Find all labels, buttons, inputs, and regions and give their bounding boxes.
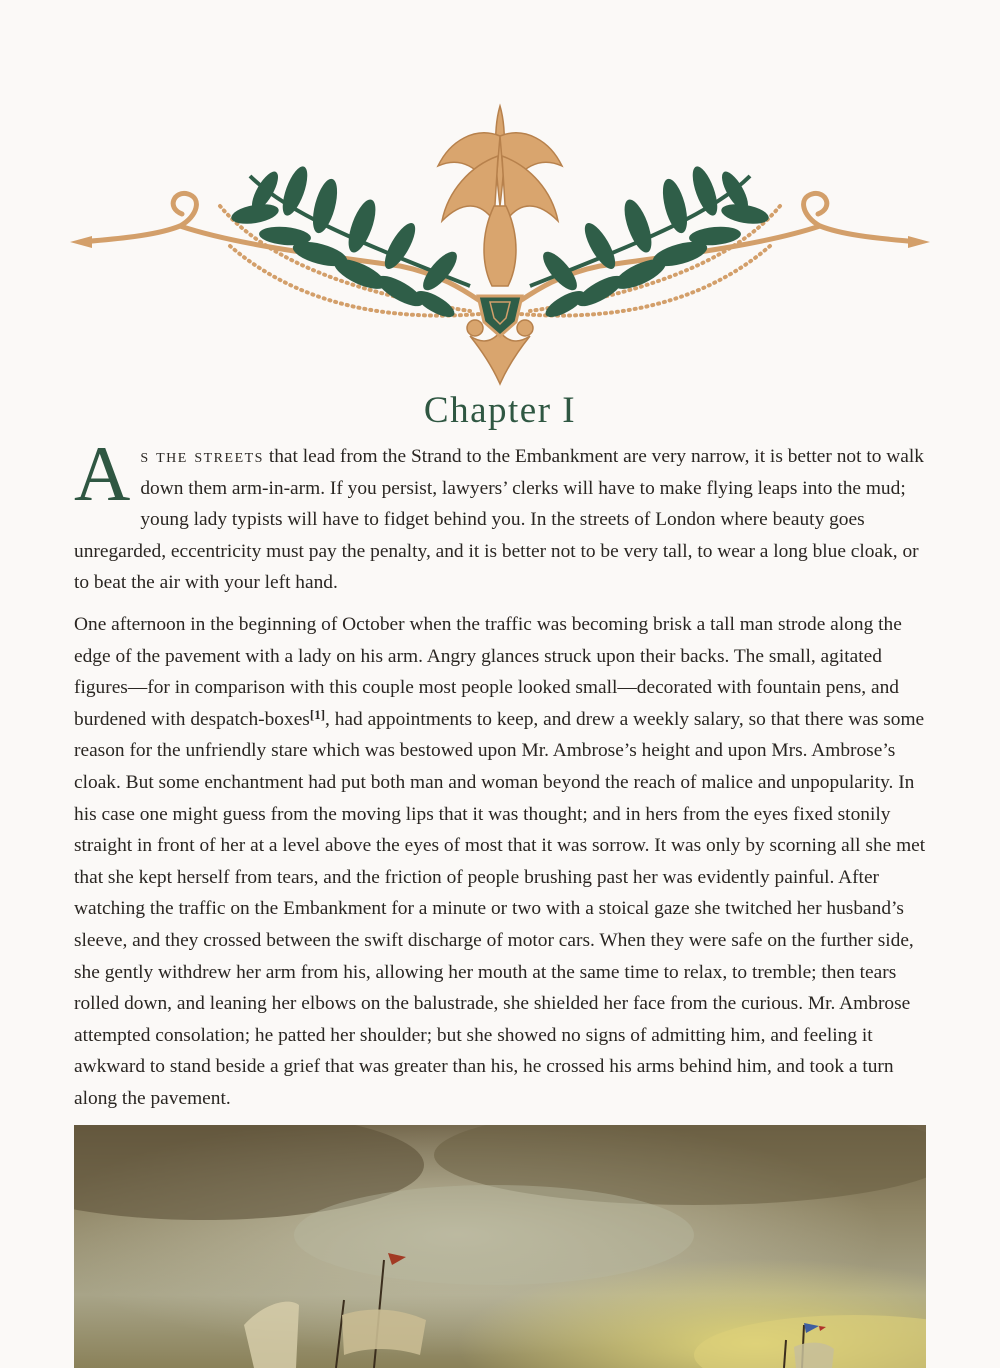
footnote-link[interactable]: [1] bbox=[309, 706, 326, 722]
paragraph-1-text: that lead from the Strand to the Embankment are very narrow, it is better not to walk down them arm-in-arm. If you persist, lawyers’ clerks will have to make flying leaps into the mud; young lady typists will have to fidget behind you. In the streets of London where beauty goes unregarded, eccentricity must pay the penalty, and it is better not to be very tall, to wear a long blue cloak, or to beat the air with your left hand. bbox=[74, 446, 924, 594]
chapter-title: Chapter I bbox=[423, 390, 577, 431]
paragraph-2 bbox=[74, 609, 928, 1115]
chapter-ornament bbox=[70, 96, 930, 388]
chapter-body bbox=[74, 430, 928, 1114]
ship-painting-image bbox=[74, 1125, 926, 1368]
paragraph-2-text-before: One afternoon in the beginning of October when the traffic was becoming brisk a tall man strode along the edge of the pavement with a lady on his arm. Angry glances struck upon their backs. The small, agitated figures—for in comparison with this couple most people looked small—decorated with fountain pens, and burdened with despatch-boxes bbox=[74, 613, 902, 730]
drop-cap: A bbox=[74, 430, 131, 517]
paragraph-1 bbox=[74, 430, 928, 599]
small-caps-lead: s the streets bbox=[140, 445, 264, 467]
paragraph-2-text-after: , had appointments to keep, and drew a weekly salary, so that there was some reason for the unfriendly stare which was bestowed upon Mr. Ambrose’s height and upon Mrs. Ambrose’s cloak. But some enchantment had put both man and woman beyond the reach of malice and unpopularity. In his case one might guess from the moving lips that it was thought; and in hers from the eyes fixed stonily straight in front of her at a level above the eyes of most that it was sorrow. It was only by scorning all she met that she kept herself from tears, and the friction of people brushing past her was evidently painful. After watching the traffic on the Embankment for a minute or two with a stoical gaze she twitched her husband’s sleeve, and they crossed between the swift discharge of motor cars. When they were safe on the further side, she gently withdrew her arm from his, allowing her mouth at the same time to relax, to tremble; then tears rolled down, and leaning her elbows on the balustrade, she shielded her face from the curious. Mr. Ambrose attempted consolation; he patted her shoulder; but she showed no signs of admitting him, and feeling it awkward to stand beside a grief that was greater than his, he crossed his arms behind him, and took a turn along the pavement. bbox=[74, 708, 926, 1109]
